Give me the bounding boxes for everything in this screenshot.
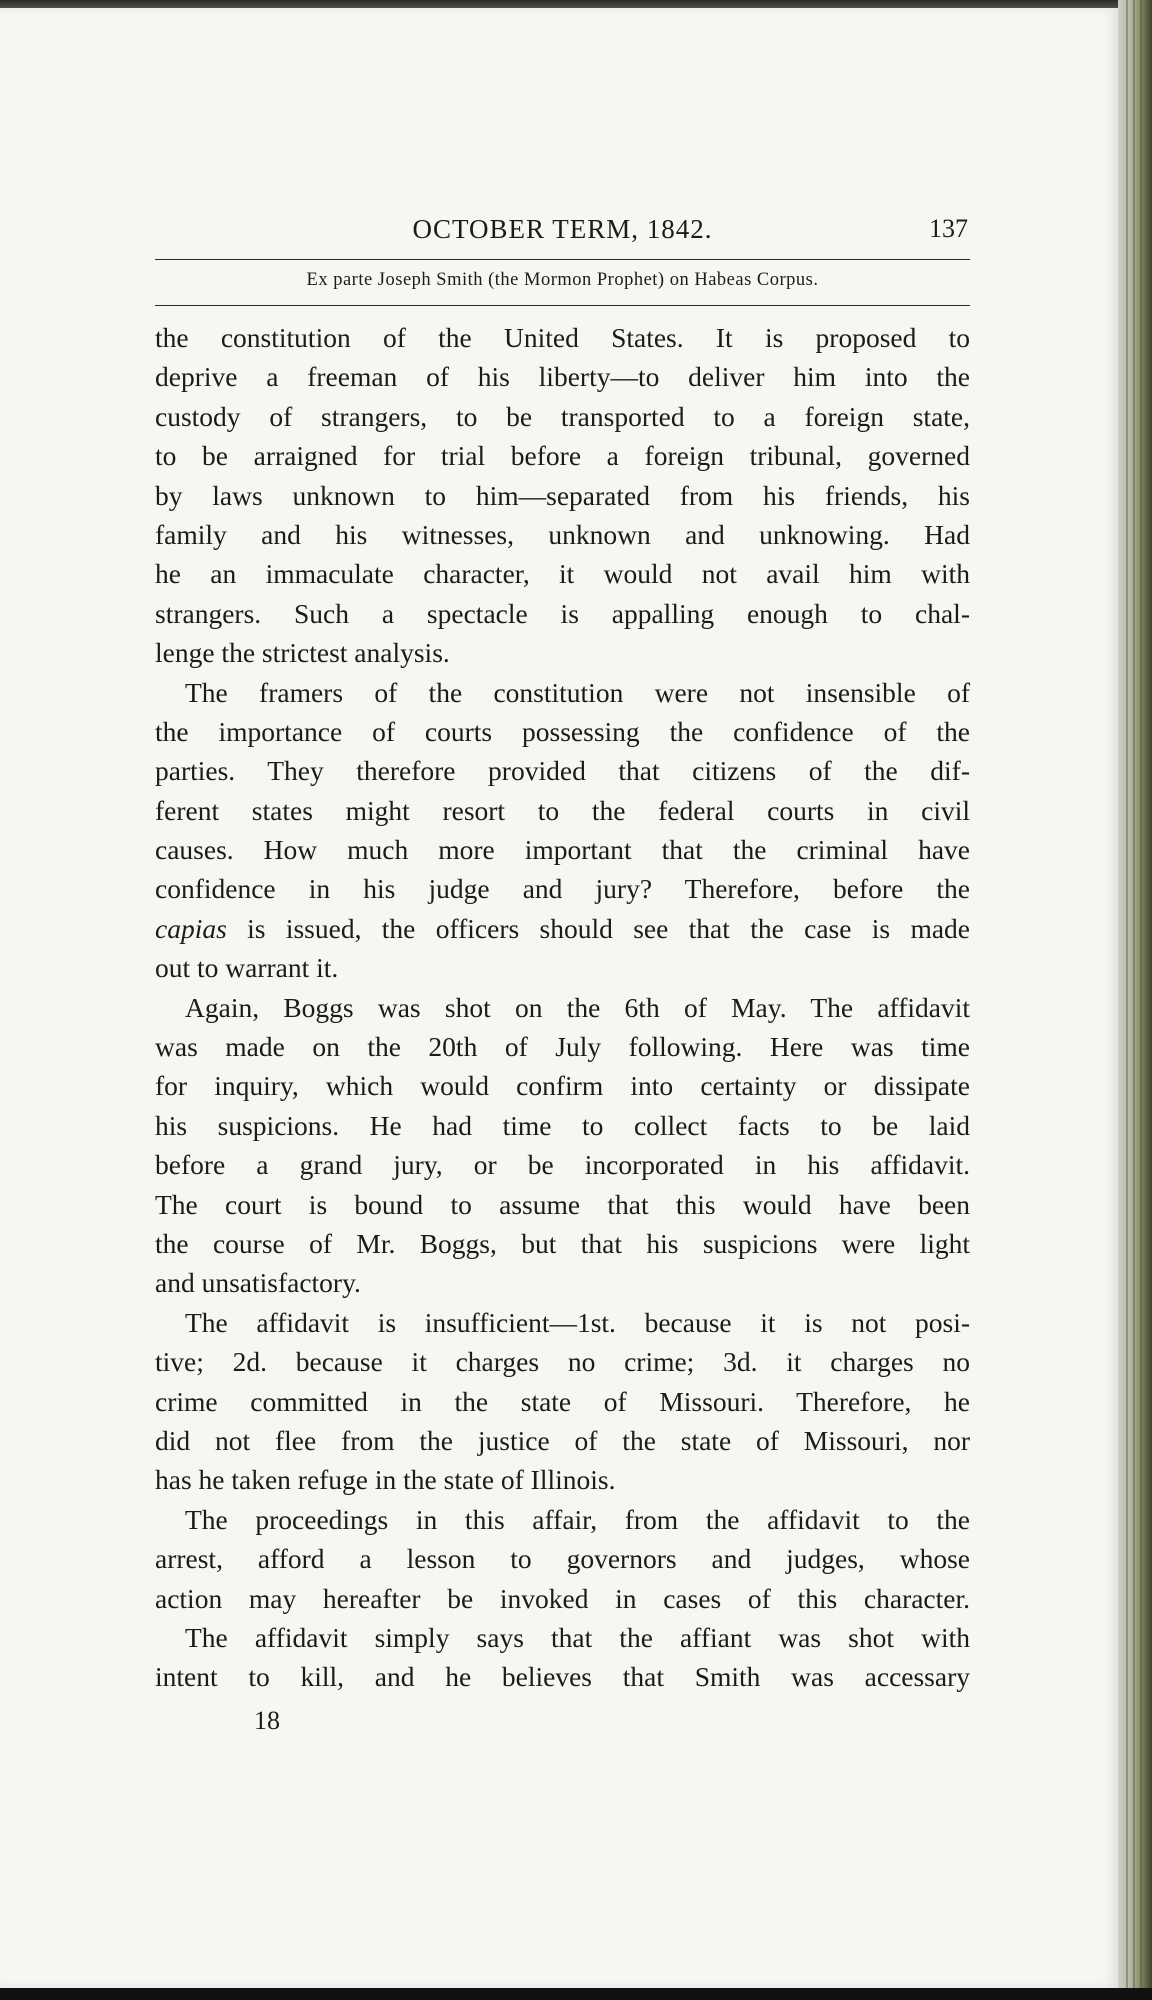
text-line: to be arraigned for trial before a foreign tribunal, governed [155, 440, 970, 472]
text-line: Again, Boggs was shot on the 6th of May. The affidavit [185, 991, 970, 1023]
text-line: has he taken refuge in the state of Illinois. [155, 1464, 616, 1496]
italic-term: capias [155, 912, 227, 944]
text-line: arrest, afford a lesson to governors and judges, whose [155, 1543, 970, 1575]
text-line: the constitution of the United States. It is proposed to [155, 322, 970, 353]
text-line: by laws unknown to him—separated from his friends, his [155, 479, 970, 511]
header-rule-bottom [155, 305, 970, 306]
text-line: his suspicions. He had time to collect facts to be laid [155, 1109, 970, 1141]
text-line: tive; 2d. because it charges no crime; 3d. it charges no [155, 1346, 970, 1378]
text-line: before a grand jury, or be incorporated in his affidavit. [155, 1149, 970, 1181]
scan-bottom-border [0, 1988, 1152, 2000]
text-line: The affidavit simply says that the affiant was shot with [185, 1621, 970, 1653]
text-line: The court is bound to assume that this would have been [155, 1188, 970, 1220]
header-rule-top [155, 259, 970, 260]
text-line: parties. They therefore provided that citizens of the dif- [155, 755, 970, 787]
page-edge-line [1140, 0, 1142, 2000]
text-line: deprive a freeman of his liberty—to deliver him into the [155, 361, 970, 393]
case-subtitle: Ex parte Joseph Smith (the Mormon Prophet) on Habeas Corpus. [306, 270, 819, 290]
text-line: intent to kill, and he believes that Smith was accessary [155, 1661, 970, 1693]
signature-mark: 18 [254, 1706, 280, 1735]
text-line: ferent states might resort to the federal courts in civil [155, 794, 970, 826]
text-line: and unsatisfactory. [155, 1267, 361, 1299]
text-line: action may hereafter be invoked in cases of this character. [155, 1582, 970, 1614]
text-line: family and his witnesses, unknown and unknowing. Had [155, 518, 970, 550]
text-line: The affidavit is insufficient—1st. because it is not posi- [185, 1306, 970, 1338]
running-title: OCTOBER TERM, 1842. [412, 214, 713, 244]
text-line: for inquiry, which would confirm into certainty or dissipate [155, 1070, 970, 1102]
text-line: did not flee from the justice of the state of Missouri, nor [155, 1424, 970, 1456]
text-line: strangers. Such a spectacle is appalling enough to chal- [155, 597, 970, 629]
running-head [155, 214, 970, 254]
body-text [155, 318, 970, 1697]
page-edge-line [1126, 0, 1128, 2000]
text-line: The framers of the constitution were not insensible of [185, 676, 970, 708]
text-line: lenge the strictest analysis. [155, 637, 450, 669]
text-line: out to warrant it. [155, 952, 339, 984]
text-line: he an immaculate character, it would not avail him with [155, 558, 970, 590]
text-line: confidence in his judge and jury? Therefore, before the [155, 873, 970, 905]
page-edge-stack [1118, 0, 1152, 2000]
page-edge-line [1133, 0, 1135, 2000]
text-line: crime committed in the state of Missouri. Therefore, he [155, 1385, 970, 1417]
text-line-with-italic [155, 909, 970, 948]
text-line: causes. How much more important that the criminal have [155, 834, 970, 866]
text-line: was made on the 20th of July following. Here was time [155, 1031, 970, 1063]
page-number: 137 [929, 214, 968, 243]
text-line: The proceedings in this affair, from the affidavit to the [185, 1503, 970, 1535]
text-line: the course of Mr. Boggs, but that his suspicions were light [155, 1227, 970, 1259]
text-line: custody of strangers, to be transported to a foreign state, [155, 400, 970, 432]
text-line-rest: is issued, the officers should see that the case is made [247, 912, 971, 944]
text-line: the importance of courts possessing the confidence of the [155, 715, 970, 747]
